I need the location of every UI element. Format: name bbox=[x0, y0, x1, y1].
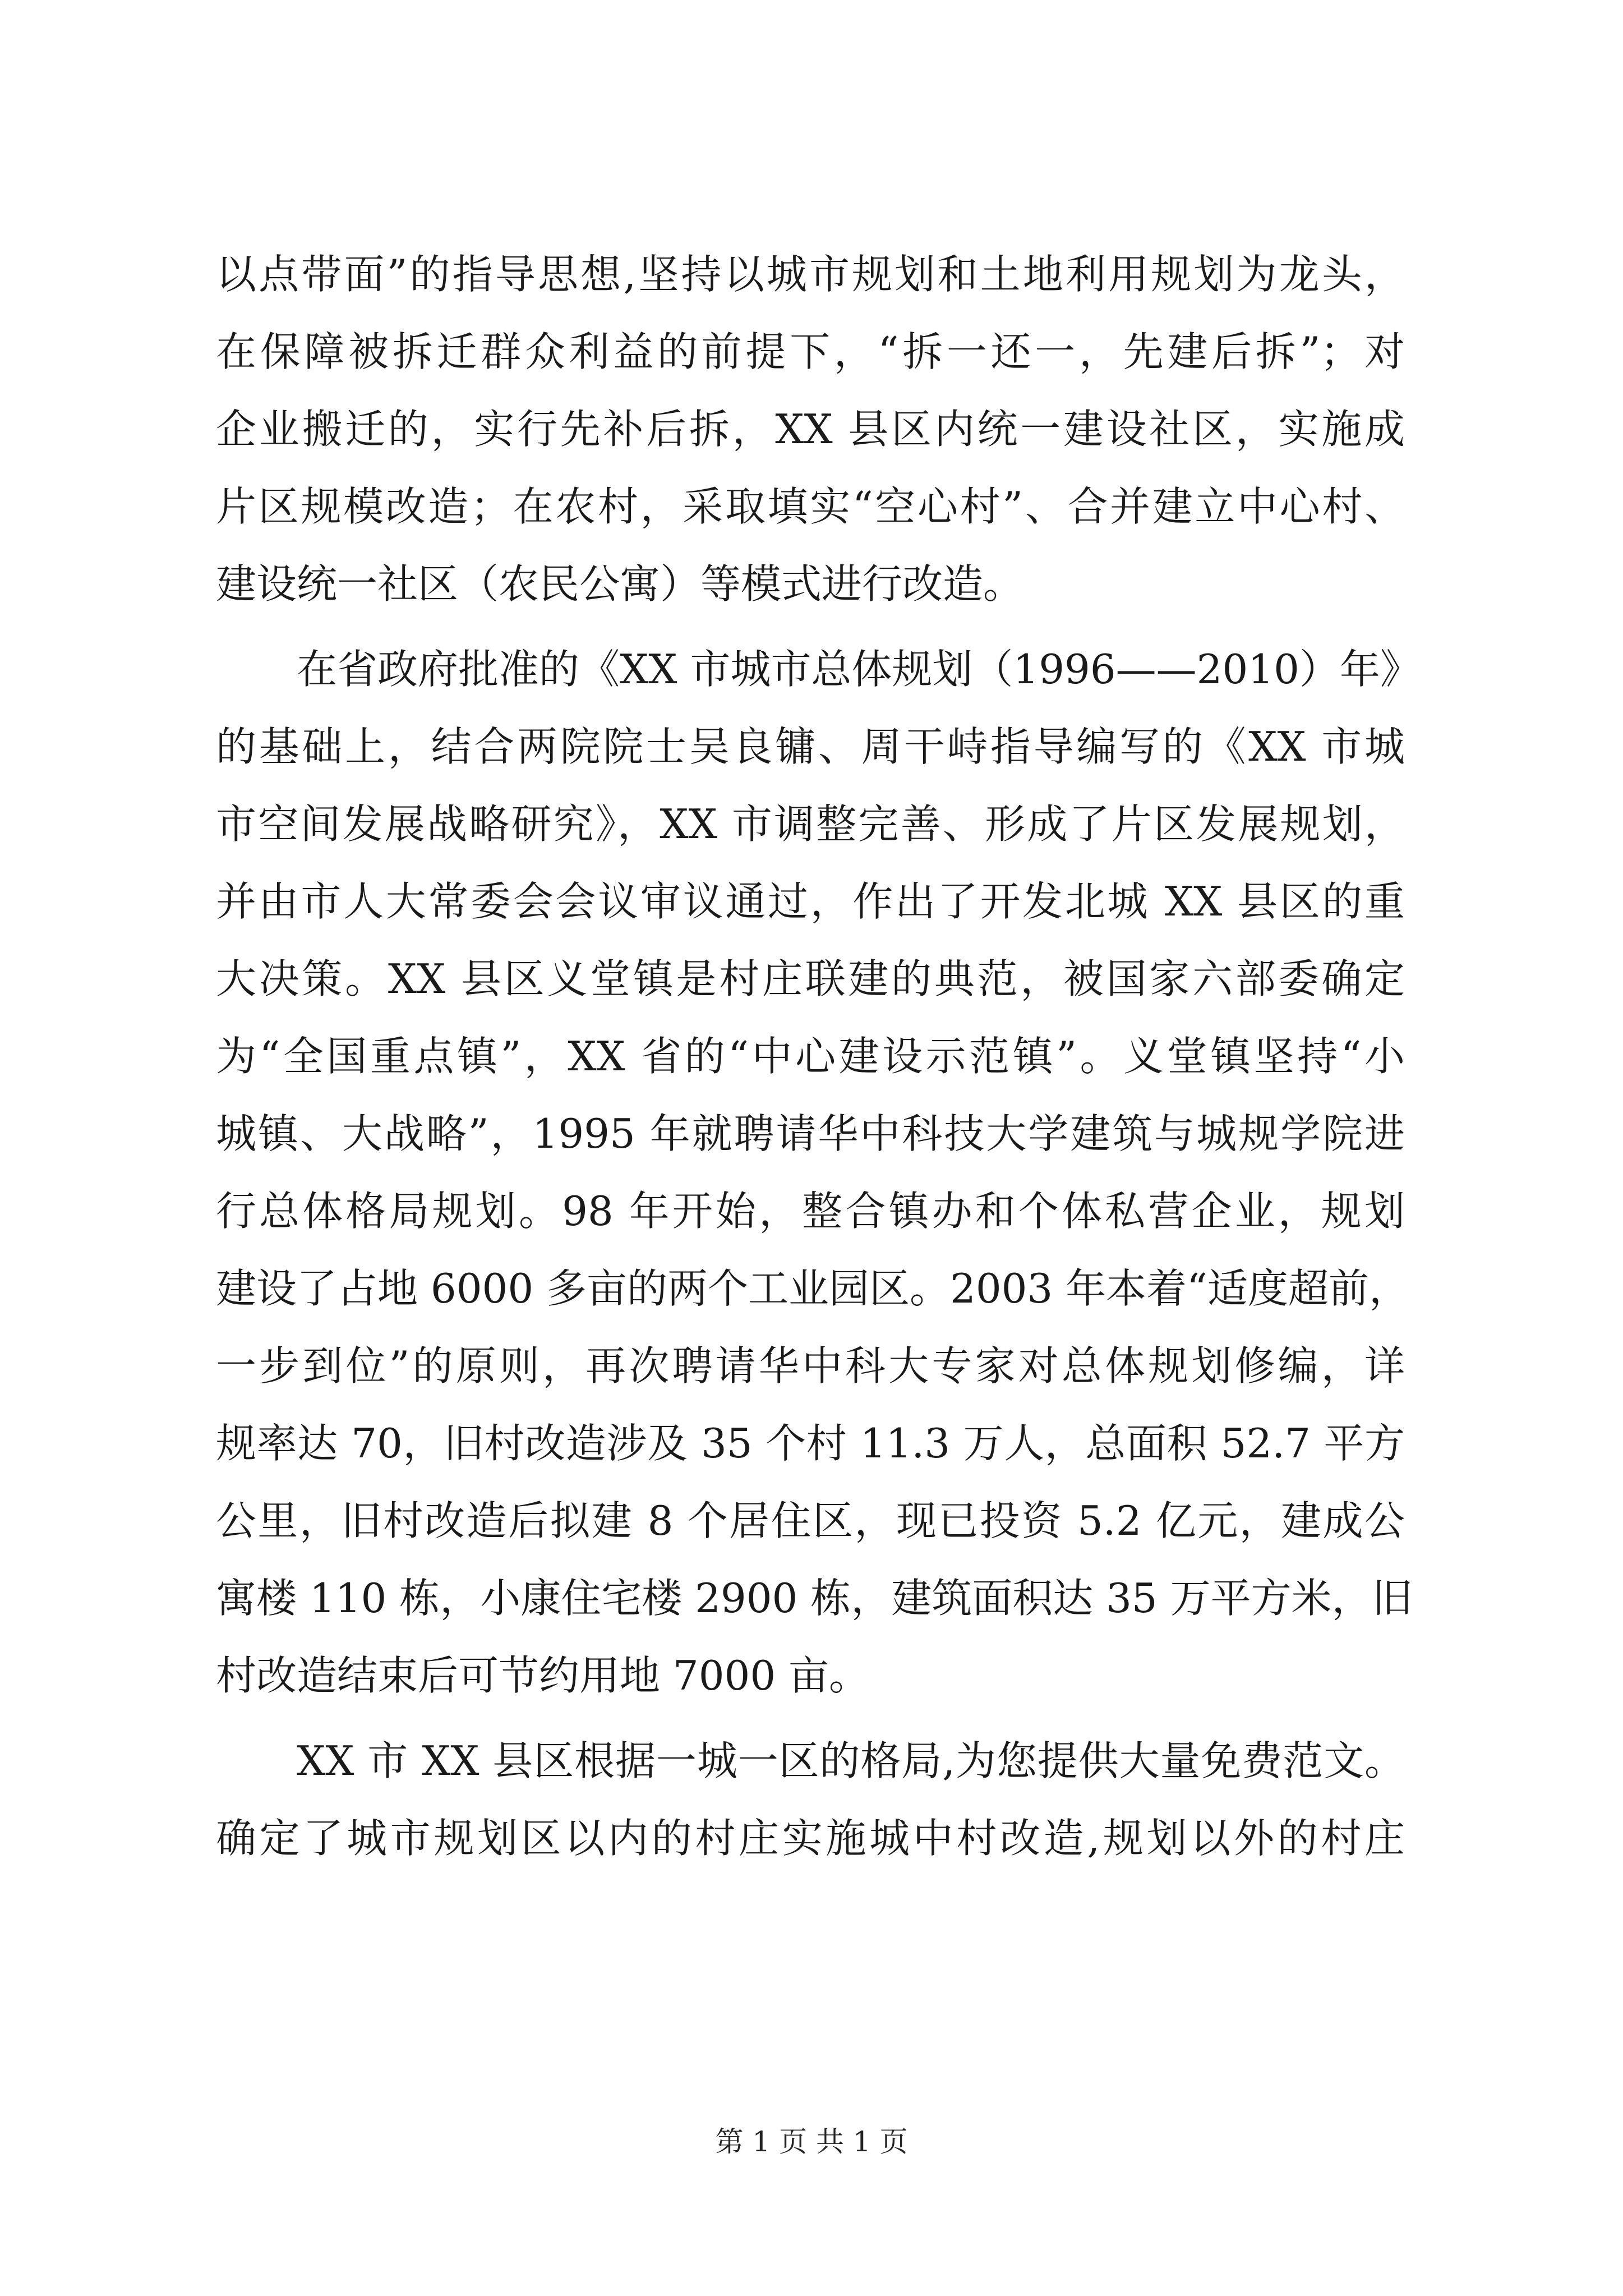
text-line: 村改造结束后可节约用地 7000 亩。 bbox=[216, 1652, 870, 1699]
text-line: 在保障被拆迁群众利益的前提下，“拆一还一，先建后拆”；对 bbox=[216, 328, 1405, 375]
paragraph-1 bbox=[216, 236, 1405, 623]
text-line: 以点带面”的指导思想,坚持以城市规划和土地利用规划为龙头， bbox=[216, 251, 1405, 298]
text-line: 城镇、大战略”，1995 年就聘请华中科技大学建筑与城规学院进 bbox=[216, 1110, 1405, 1157]
text-line: 公里，旧村改造后拟建 8 个居住区，现已投资 5.2 亿元，建成公 bbox=[216, 1497, 1405, 1544]
text-line: 建设了占地 6000 多亩的两个工业园区。2003 年本着“适度超前， bbox=[216, 1265, 1409, 1312]
text-line: 一步到位”的原则，再次聘请华中科大专家对总体规划修编，详 bbox=[216, 1342, 1405, 1389]
text-line: 市空间发展战略研究》，XX 市调整完善、形成了片区发展规划， bbox=[216, 800, 1405, 848]
page-footer: 第 1 页 共 1 页 bbox=[715, 2125, 908, 2158]
document-body bbox=[216, 236, 1421, 1877]
paragraph-2 bbox=[216, 631, 1421, 1714]
text-line: 寓楼 110 栋，小康住宅楼 2900 栋，建筑面积达 35 万平方米，旧 bbox=[216, 1575, 1413, 1622]
paragraph-3 bbox=[216, 1722, 1405, 1877]
text-line: 为“全国重点镇”，XX 省的“中心建设示范镇”。义堂镇坚持“小 bbox=[216, 1033, 1405, 1080]
text-line: 行总体格局规划。98 年开始，整合镇办和个体私营企业，规划 bbox=[216, 1188, 1405, 1235]
text-line: 确定了城市规划区以内的村庄实施城中村改造,规划以外的村庄 bbox=[216, 1815, 1405, 1862]
text-line: XX 市 XX 县区根据一城一区的格局,为您提供大量免费范文。 bbox=[297, 1737, 1405, 1784]
text-line: 建设统一社区（农民公寓）等模式进行改造。 bbox=[216, 560, 1024, 608]
text-line: 规率达 70，旧村改造涉及 35 个村 11.3 万人，总面积 52.7 平方 bbox=[216, 1420, 1405, 1467]
text-line: 大决策。XX 县区义堂镇是村庄联建的典范，被国家六部委确定 bbox=[216, 955, 1405, 1002]
text-line: 在省政府批准的《XX 市城市总体规划（1996——2010）年》 bbox=[297, 646, 1421, 693]
text-line: 并由市人大常委会会议审议通过，作出了开发北城 XX 县区的重 bbox=[216, 878, 1405, 925]
text-line: 的基础上，结合两院院士吴良镛、周干峙指导编写的《XX 市城 bbox=[216, 723, 1405, 770]
text-line: 企业搬迁的，实行先补后拆，XX 县区内统一建设社区，实施成 bbox=[216, 406, 1405, 453]
text-line: 片区规模改造；在农村，采取填实“空心村”、合并建立中心村、 bbox=[216, 483, 1405, 530]
